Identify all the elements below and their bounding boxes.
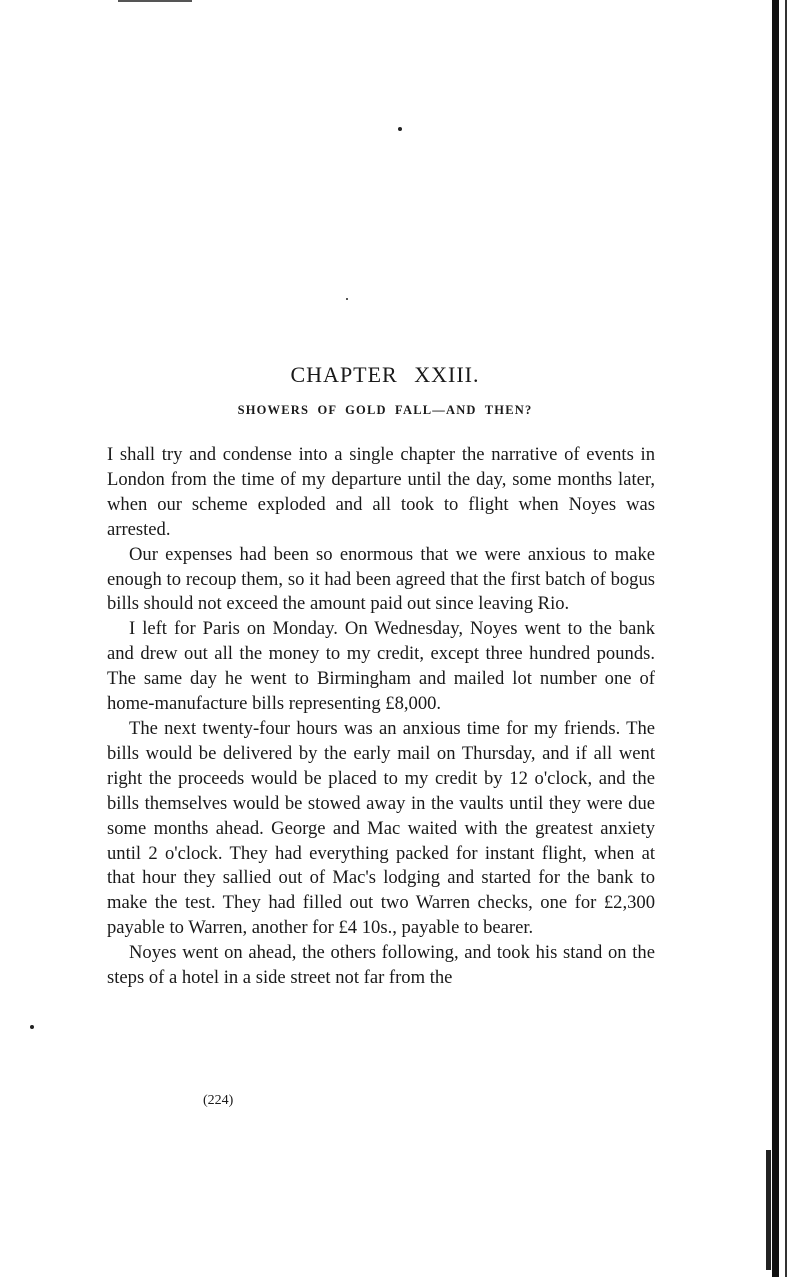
- scan-edge-shadow-bottom: [766, 1150, 771, 1270]
- chapter-title: CHAPTER XXIII.: [290, 362, 480, 387]
- paragraph: Noyes went on ahead, the others following, and took his stand on the steps of a hotel in a side street not far from the: [107, 942, 655, 989]
- scan-edge-shadow: [772, 0, 779, 1277]
- scan-speck: [398, 127, 402, 131]
- body-text: [107, 443, 655, 991]
- scan-edge-line: [785, 0, 787, 1277]
- scan-top-mark: [118, 0, 192, 2]
- chapter-subtitle: SHOWERS OF GOLD FALL—AND THEN?: [237, 403, 533, 417]
- paragraph: Our expenses had been so enormous that we were anxious to make enough to recoup them, so it had been agreed that the first batch of bogus bills should not exceed the amount paid out since leaving Rio.: [107, 543, 655, 615]
- paragraph: I shall try and condense into a single chapter the narrative of events in London from the time of my departure until the day, some months later, when our scheme exploded and all took to flight when Noyes was arrested.: [107, 444, 655, 540]
- scan-speck: [30, 1025, 34, 1029]
- paragraph: I left for Paris on Monday. On Wednesday, Noyes went to the bank and drew out all the money to my credit, except three hundred pounds. The same day he went to Birmingham and mailed lot number one of home-manufacture bills representing £8,000.: [107, 618, 655, 715]
- scan-speck: [346, 298, 348, 300]
- page-number: (224): [203, 1093, 234, 1108]
- paragraph: The next twenty-four hours was an anxious time for my friends. The bills would be delivered by the early mail on Thursday, and if all went right the proceeds would be placed to my credit by 12 o'clock, and the bills themselves would be stowed away in the vaults until they were due some months ahead. George and Mac waited with the greatest anxiety until 2 o'clock. They had everything packed for instant flight, when at that hour they sallied out of Mac's lodging and started for the bank to make the test. They had filled out two Warren checks, one for £2,300 payable to Warren, another for £4 10s., payable to bearer.: [107, 717, 655, 939]
